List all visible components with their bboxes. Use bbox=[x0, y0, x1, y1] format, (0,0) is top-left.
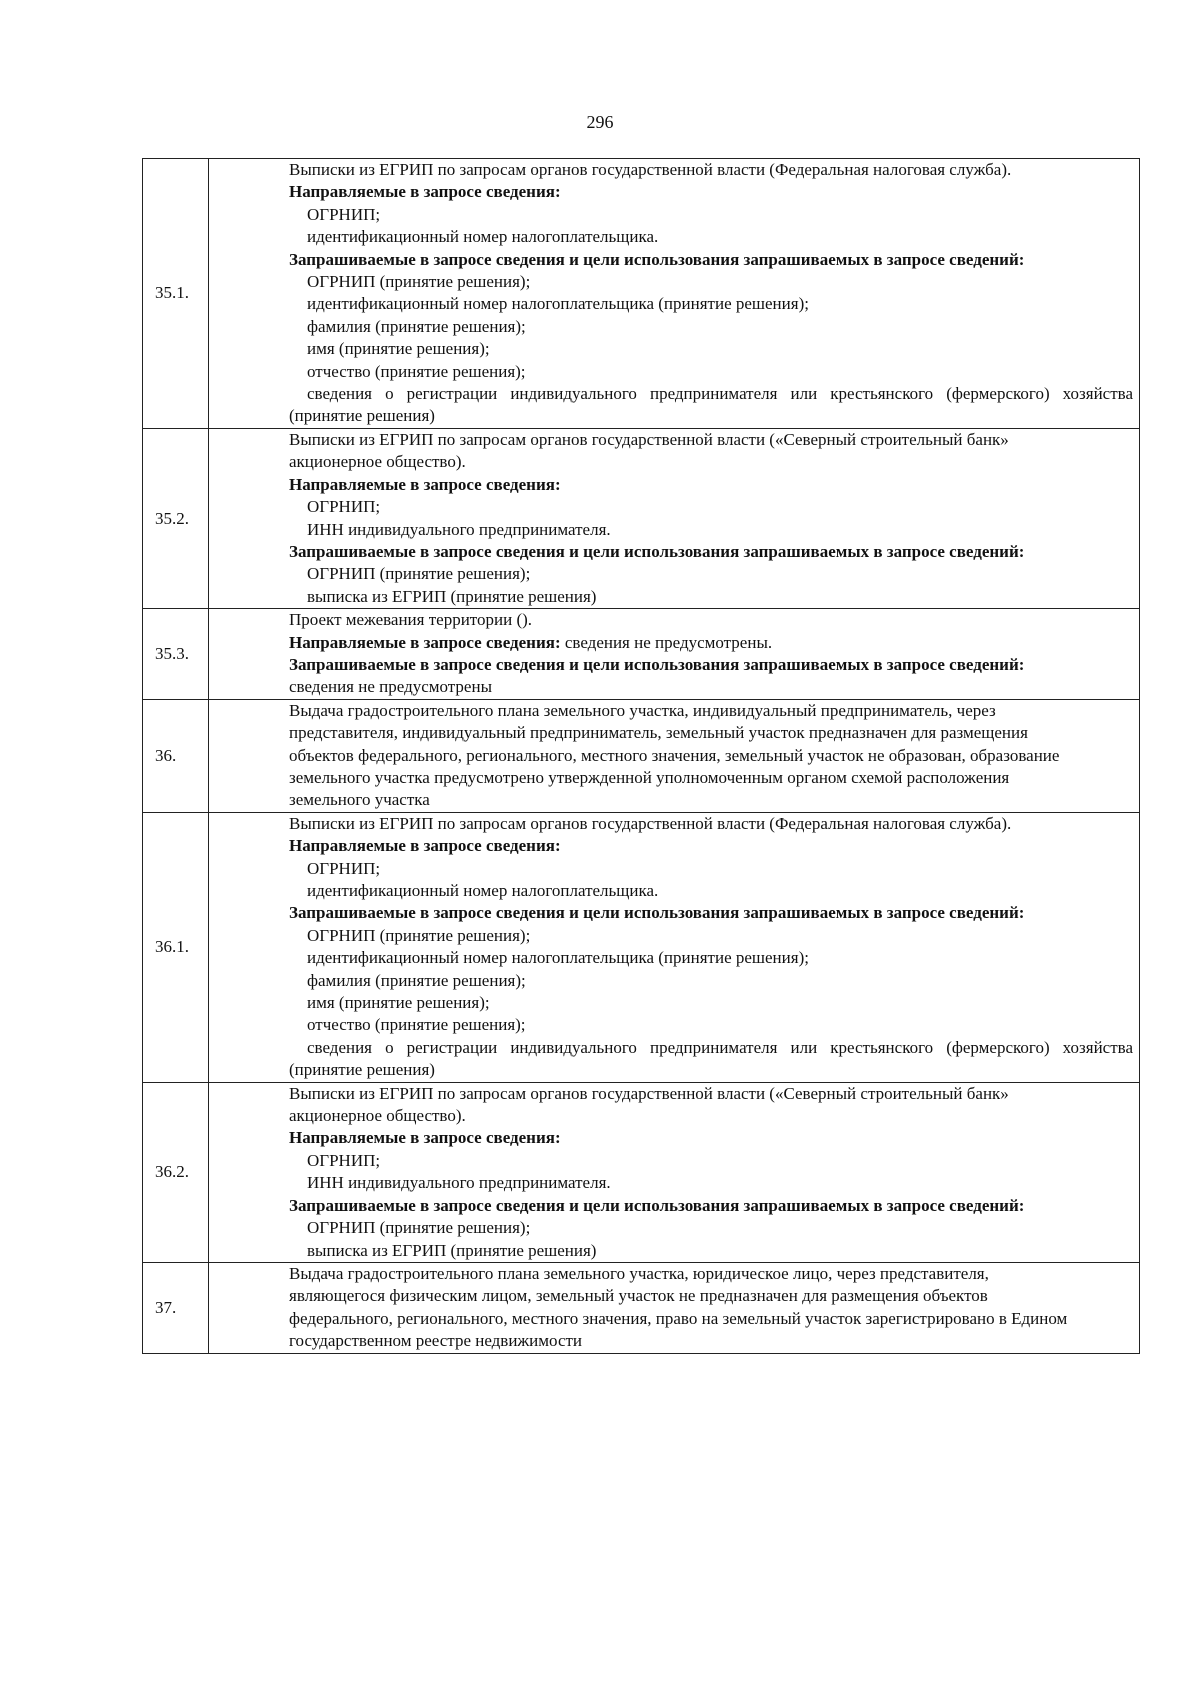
section-heading: Запрашиваемые в запросе сведения и цели использования запрашиваемых в запросе сведений: bbox=[289, 654, 1025, 674]
list-item: ОГРНИП; bbox=[307, 858, 381, 878]
list-item: имя (принятие решения); bbox=[307, 339, 490, 359]
content-line: (принятие решения) bbox=[289, 1060, 435, 1080]
list-item: сведения о регистрации индивидуального предпринимателя или крестьянского (фермерского) хозяйства bbox=[307, 1037, 1133, 1057]
row-content bbox=[209, 699, 1140, 812]
line-text: сведения не предусмотрены. bbox=[560, 632, 773, 652]
list-item: выписка из ЕГРИП (принятие решения) bbox=[307, 1240, 597, 1260]
section-heading: Запрашиваемые в запросе сведения и цели использования запрашиваемых в запросе сведений: bbox=[289, 541, 1025, 561]
content-line: Выписки из ЕГРИП по запросам органов государственной власти («Северный строительный банк» bbox=[289, 1083, 1009, 1103]
section-heading: Направляемые в запросе сведения: bbox=[289, 1128, 561, 1148]
list-item: ИНН индивидуального предпринимателя. bbox=[307, 519, 611, 539]
table-row bbox=[143, 428, 1140, 608]
row-content bbox=[209, 159, 1140, 429]
services-table bbox=[142, 158, 1140, 1354]
list-item: имя (принятие решения); bbox=[307, 993, 490, 1013]
list-item: ОГРНИП (принятие решения); bbox=[307, 1218, 531, 1238]
row-number: 36. bbox=[143, 699, 209, 812]
list-item: сведения о регистрации индивидуального предпринимателя или крестьянского (фермерского) хозяйства bbox=[307, 384, 1133, 404]
list-item: фамилия (принятие решения); bbox=[307, 316, 526, 336]
content-line: Выписки из ЕГРИП по запросам органов государственной власти (Федеральная налоговая служба). bbox=[289, 813, 1012, 833]
table-row bbox=[143, 609, 1140, 700]
content-line: являющегося физическим лицом, земельный участок не предназначен для размещения объектов bbox=[289, 1286, 988, 1306]
section-heading: Направляемые в запросе сведения: bbox=[289, 836, 561, 856]
content-line: акционерное общество). bbox=[289, 452, 466, 472]
row-content bbox=[209, 609, 1140, 700]
section-heading: Направляемые в запросе сведения: bbox=[289, 632, 561, 652]
section-heading: Направляемые в запросе сведения: bbox=[289, 182, 561, 202]
content-line: Проект межевания территории (). bbox=[289, 610, 533, 630]
content-line: (принятие решения) bbox=[289, 406, 435, 426]
list-item: ОГРНИП (принятие решения); bbox=[307, 564, 531, 584]
page-number: 296 bbox=[586, 112, 614, 132]
list-item: ИНН индивидуального предпринимателя. bbox=[307, 1173, 611, 1193]
list-item: ОГРНИП (принятие решения); bbox=[307, 272, 531, 292]
row-number: 37. bbox=[143, 1262, 209, 1353]
list-item: отчество (принятие решения); bbox=[307, 361, 526, 381]
row-number: 36.2. bbox=[143, 1082, 209, 1262]
table-row bbox=[143, 812, 1140, 1082]
list-item: ОГРНИП (принятие решения); bbox=[307, 925, 531, 945]
section-heading: Запрашиваемые в запросе сведения и цели использования запрашиваемых в запросе сведений: bbox=[289, 903, 1025, 923]
section-heading: Запрашиваемые в запросе сведения и цели использования запрашиваемых в запросе сведений: bbox=[289, 1195, 1025, 1215]
content-line: Выписки из ЕГРИП по запросам органов государственной власти (Федеральная налоговая служба). bbox=[289, 160, 1012, 179]
table-row bbox=[143, 1082, 1140, 1262]
content-line: государственном реестре недвижимости bbox=[289, 1331, 583, 1351]
row-number: 35.3. bbox=[143, 609, 209, 700]
table-row bbox=[143, 699, 1140, 812]
list-item: отчество (принятие решения); bbox=[307, 1015, 526, 1035]
list-item: ОГРНИП; bbox=[307, 204, 381, 224]
content-line: Выписки из ЕГРИП по запросам органов государственной власти («Северный строительный банк» bbox=[289, 429, 1009, 449]
list-item: идентификационный номер налогоплательщика (принятие решения); bbox=[307, 294, 809, 314]
row-content bbox=[209, 1082, 1140, 1262]
row-content bbox=[209, 428, 1140, 608]
content-line: Выдача градостроительного плана земельного участка, юридическое лицо, через представителя, bbox=[289, 1263, 989, 1283]
content-line: федерального, регионального, местного значения, право на земельный участок зарегистрировано в Едином bbox=[289, 1308, 1068, 1328]
row-content bbox=[209, 812, 1140, 1082]
content-line: Выдача градостроительного плана земельного участка, индивидуальный предприниматель, через bbox=[289, 700, 996, 720]
table-body bbox=[143, 159, 1140, 1354]
row-number: 36.1. bbox=[143, 812, 209, 1082]
content-line: сведения не предусмотрены bbox=[289, 677, 492, 697]
row-content bbox=[209, 1262, 1140, 1353]
content-line: земельного участка bbox=[289, 790, 430, 810]
content-line: представителя, индивидуальный предприниматель, земельный участок предназначен для размещения bbox=[289, 723, 1028, 743]
content-line: земельного участка предусмотрено утвержденной уполномоченным органом схемой расположения bbox=[289, 767, 1010, 787]
list-item: выписка из ЕГРИП (принятие решения) bbox=[307, 586, 597, 606]
content-line: акционерное общество). bbox=[289, 1106, 466, 1126]
list-item: ОГРНИП; bbox=[307, 1150, 381, 1170]
list-item: идентификационный номер налогоплательщика (принятие решения); bbox=[307, 948, 809, 968]
row-number: 35.2. bbox=[143, 428, 209, 608]
row-number: 35.1. bbox=[143, 159, 209, 429]
list-item: идентификационный номер налогоплательщика. bbox=[307, 881, 659, 900]
content-line bbox=[289, 632, 1133, 654]
list-item: идентификационный номер налогоплательщика. bbox=[307, 227, 659, 247]
section-heading: Направляемые в запросе сведения: bbox=[289, 474, 561, 494]
content-line: объектов федерального, регионального, местного значения, земельный участок не образован, образование bbox=[289, 745, 1060, 765]
table-row bbox=[143, 1262, 1140, 1353]
section-heading: Запрашиваемые в запросе сведения и цели использования запрашиваемых в запросе сведений: bbox=[289, 249, 1025, 269]
list-item: фамилия (принятие решения); bbox=[307, 970, 526, 990]
table-row bbox=[143, 159, 1140, 429]
list-item: ОГРНИП; bbox=[307, 497, 381, 517]
